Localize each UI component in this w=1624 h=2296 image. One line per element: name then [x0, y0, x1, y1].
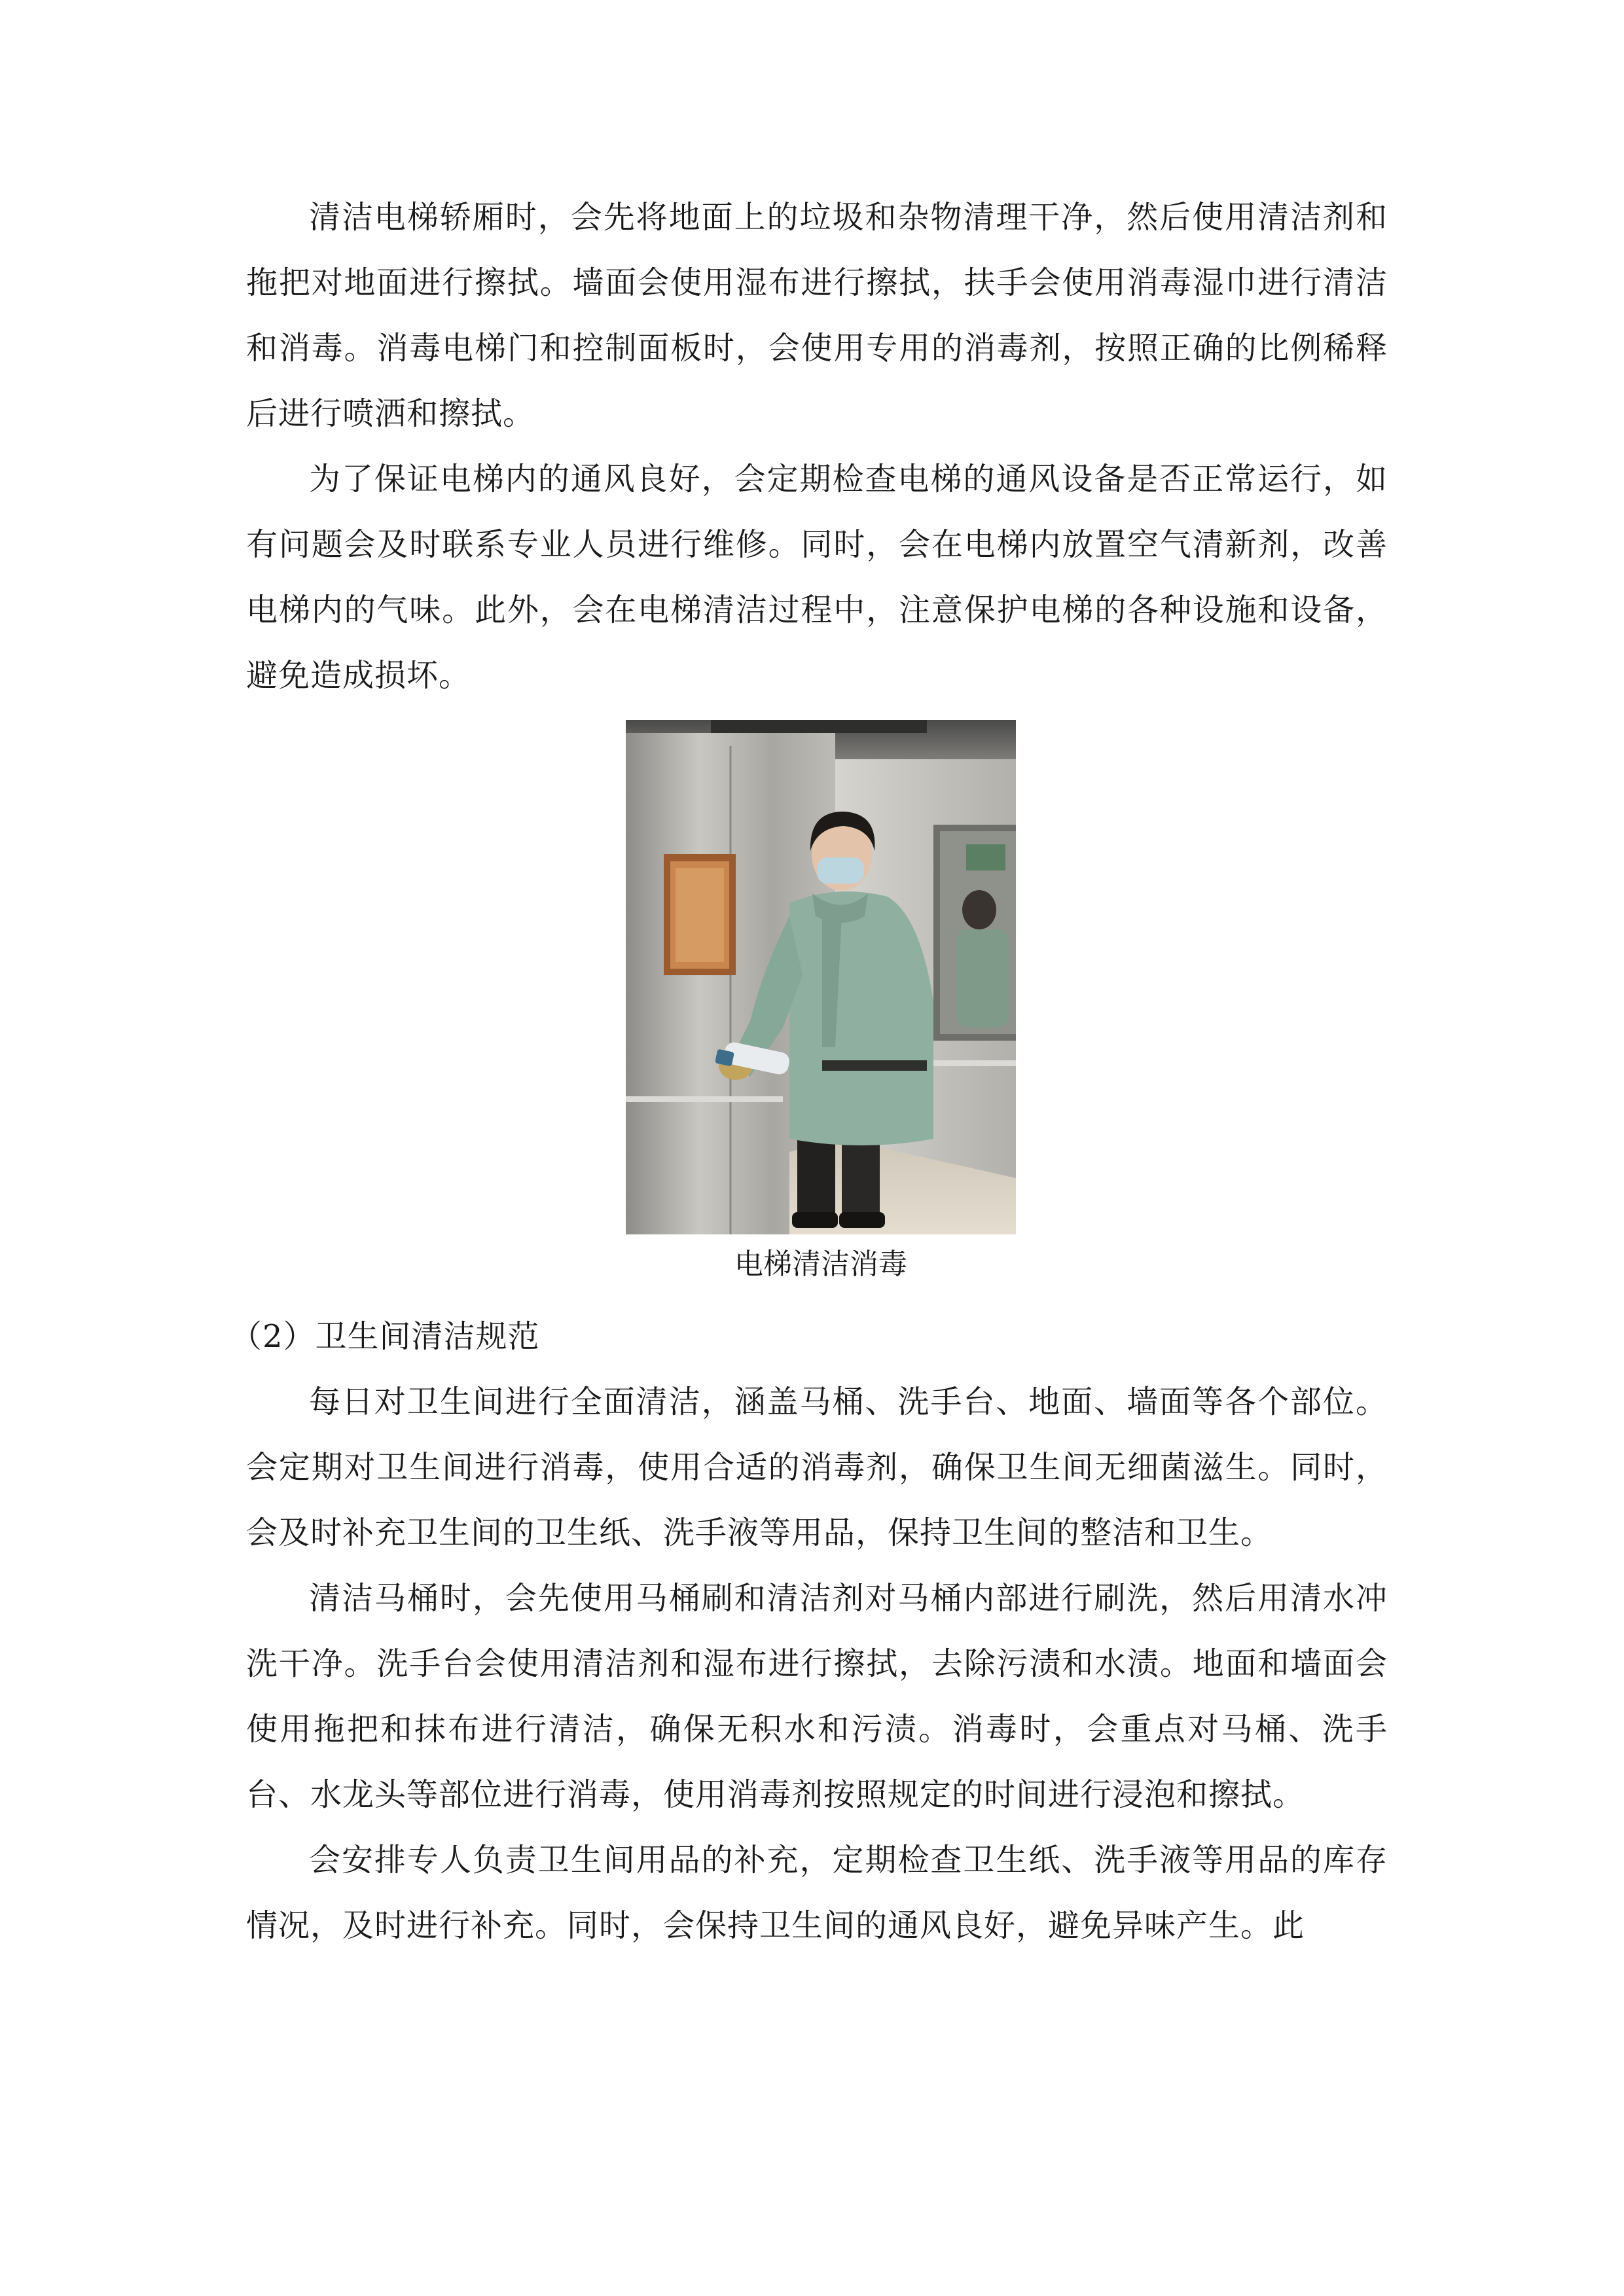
elevator-cleaning-text	[246, 185, 1388, 708]
figure-caption: 电梯清洁消毒	[734, 1247, 907, 1281]
paragraph: 每日对卫生间进行全面清洁，涵盖马桶、洗手台、地面、墙面等各个部位。会定期对卫生间进行消毒，使用合适的消毒剂，确保卫生间无细菌滋生。同时，会及时补充卫生间的卫生纸、洗手液等用品，保持卫生间的整洁和卫生。	[246, 1384, 1388, 1551]
paragraph: 会安排专人负责卫生间用品的补充，定期检查卫生纸、洗手液等用品的库存情况，及时进行补充。同时，会保持卫生间的通风良好，避免异味产生。此	[246, 1842, 1388, 1944]
section-heading: （2）卫生间清洁规范	[230, 1318, 540, 1355]
paragraph: 清洁马桶时，会先使用马桶刷和清洁剂对马桶内部进行刷洗，然后用清水冲洗干净。洗手台会使用清洁剂和湿布进行擦拭，去除污渍和水渍。地面和墙面会使用拖把和抹布进行清洁，确保无积水和污渍。消毒时，会重点对马桶、洗手台、水龙头等部位进行消毒，使用消毒剂按照规定的时间进行浸泡和擦拭。	[246, 1580, 1388, 1813]
paragraph: 清洁电梯轿厢时，会先将地面上的垃圾和杂物清理干净，然后使用清洁剂和拖把对地面进行擦拭。墙面会使用湿布进行擦拭，扶手会使用消毒湿巾进行清洁和消毒。消毒电梯门和控制面板时，会使用专用的消毒剂，按照正确的比例稀释后进行喷洒和擦拭。	[246, 199, 1388, 432]
elevator-disinfection-photo	[626, 720, 1016, 1234]
paragraph: 为了保证电梯内的通风良好，会定期检查电梯的通风设备是否正常运行，如有问题会及时联系专业人员进行维修。同时，会在电梯内放置空气清新剂，改善电梯内的气味。此外，会在电梯清洁过程中，注意保护电梯的各种设施和设备，避免造成损坏。	[246, 461, 1388, 694]
toilet-cleaning-text	[230, 1304, 1388, 1958]
